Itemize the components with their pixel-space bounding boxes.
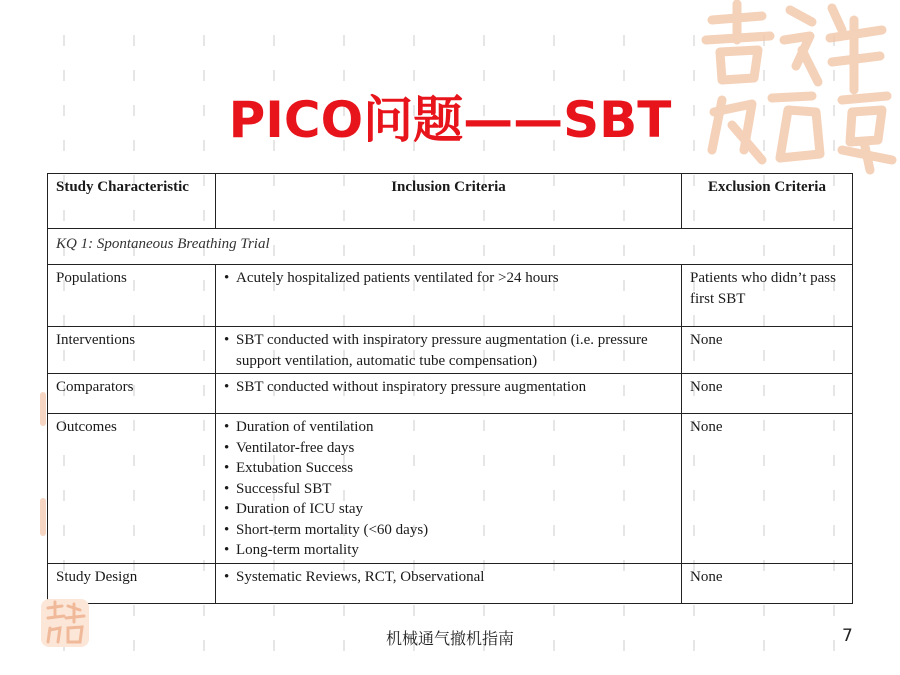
background-tick (343, 70, 345, 81)
inclusion-criteria-cell (216, 414, 682, 564)
background-tick (413, 605, 415, 616)
inclusion-item: • Acutely hospitalized patients ventilated for >24 hours (224, 268, 673, 289)
inclusion-item: • Ventilator-free days (224, 438, 673, 459)
background-tick (63, 35, 65, 46)
table-row (48, 563, 853, 603)
header-exclusion-criteria: Exclusion Criteria (682, 174, 853, 229)
exclusion-criteria-cell: None (682, 374, 853, 414)
inclusion-item: • Duration of ICU stay (224, 499, 673, 520)
background-tick (203, 70, 205, 81)
background-tick (203, 35, 205, 46)
criteria-table (47, 173, 853, 604)
inclusion-criteria-cell (216, 374, 682, 414)
slide-title: PICO问题——SBT (228, 90, 672, 149)
side-decoration (40, 498, 46, 536)
kq-label: KQ 1: Spontaneous Breathing Trial (48, 229, 853, 265)
background-tick (833, 605, 835, 616)
inclusion-list (224, 330, 673, 371)
background-tick (133, 35, 135, 46)
background-tick (63, 70, 65, 81)
inclusion-item: • SBT conducted with inspiratory pressure augmentation (i.e. pressure support ventilation, automatic tube compensation) (224, 330, 673, 371)
background-tick (133, 70, 135, 81)
kq-row (48, 229, 853, 265)
study-characteristic-cell: Outcomes (48, 414, 216, 564)
inclusion-item: • Long-term mortality (224, 540, 673, 561)
inclusion-list (224, 567, 673, 588)
inclusion-item: • Short-term mortality (<60 days) (224, 520, 673, 541)
background-tick (203, 605, 205, 616)
exclusion-criteria-cell: Patients who didn’t pass first SBT (682, 265, 853, 327)
table-row (48, 327, 853, 374)
page-number: 7 (842, 626, 853, 646)
table-body (48, 265, 853, 604)
background-tick (413, 35, 415, 46)
study-characteristic-cell: Populations (48, 265, 216, 327)
inclusion-criteria-cell (216, 327, 682, 374)
background-tick (623, 35, 625, 46)
background-tick (553, 35, 555, 46)
background-tick (483, 70, 485, 81)
background-tick (483, 605, 485, 616)
footer-text: 机械通气撤机指南 (385, 629, 514, 648)
study-characteristic-cell: Comparators (48, 374, 216, 414)
background-tick (483, 35, 485, 46)
header-study-characteristic: Study Characteristic (48, 174, 216, 229)
table-row (48, 414, 853, 564)
study-characteristic-cell: Interventions (48, 327, 216, 374)
header-inclusion-criteria: Inclusion Criteria (216, 174, 682, 229)
inclusion-criteria-cell (216, 265, 682, 327)
inclusion-list (224, 417, 673, 561)
background-tick (623, 605, 625, 616)
exclusion-criteria-cell: None (682, 563, 853, 603)
table-row (48, 374, 853, 414)
background-tick (273, 70, 275, 81)
inclusion-item: • Duration of ventilation (224, 417, 673, 438)
table-header-row (48, 174, 853, 229)
background-tick (273, 35, 275, 46)
inclusion-item: • SBT conducted without inspiratory pressure augmentation (224, 377, 673, 398)
side-decoration (40, 392, 46, 426)
study-characteristic-cell: Study Design (48, 563, 216, 603)
background-tick (343, 605, 345, 616)
background-tick (133, 605, 135, 616)
inclusion-item: • Successful SBT (224, 479, 673, 500)
background-tick (413, 70, 415, 81)
inclusion-item: • Systematic Reviews, RCT, Observational (224, 567, 673, 588)
table-row (48, 265, 853, 327)
background-tick (343, 35, 345, 46)
inclusion-item: • Extubation Success (224, 458, 673, 479)
background-tick (553, 605, 555, 616)
background-tick (763, 605, 765, 616)
background-tick (553, 70, 555, 81)
background-tick (693, 605, 695, 616)
inclusion-list (224, 268, 673, 289)
exclusion-criteria-cell: None (682, 327, 853, 374)
background-tick (623, 70, 625, 81)
inclusion-list (224, 377, 673, 398)
background-tick (273, 605, 275, 616)
exclusion-criteria-cell: None (682, 414, 853, 564)
inclusion-criteria-cell (216, 563, 682, 603)
